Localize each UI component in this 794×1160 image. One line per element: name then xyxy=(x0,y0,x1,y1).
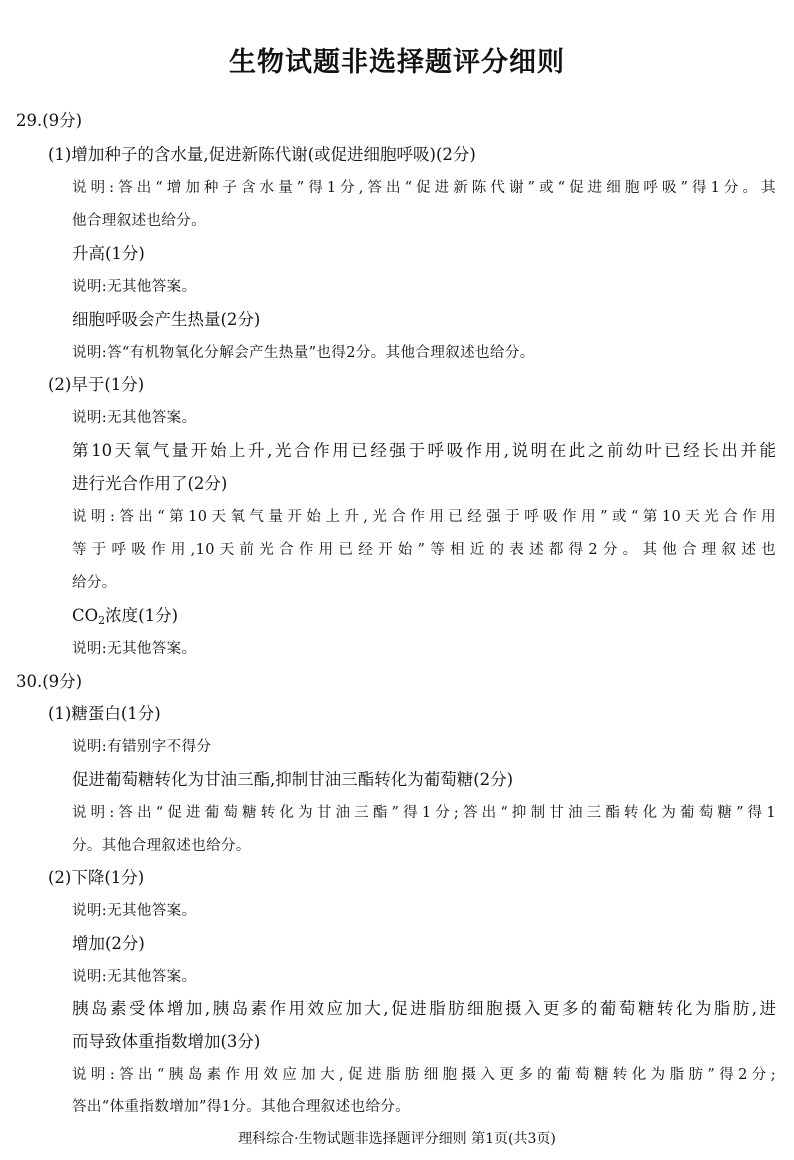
q29-part2-answer2-line2: 进行光合作用了(2分) xyxy=(72,474,228,493)
q29-part1-answer2: 升高(1分) xyxy=(72,244,145,263)
q30-part2-answer3-line2: 而导致体重指数增加(3分) xyxy=(72,1032,261,1051)
q29-part2-answer3 xyxy=(72,605,178,627)
q29-part2-note2-line1: 说明:答出“第10天氧气量开始上升,光合作用已经强于呼吸作用”或“第10天光合作用 xyxy=(72,509,776,525)
page-footer: 理科综合·生物试题非选择题评分细则 第1页(共3页) xyxy=(238,1131,556,1147)
q29-part2-note3: 说明:无其他答案。 xyxy=(72,641,197,657)
q29-part1-note2: 说明:无其他答案。 xyxy=(72,279,197,295)
q30-part2-answer2: 增加(2分) xyxy=(72,934,145,953)
q29-part2-note2-line2: 等于呼吸作用,10天前光合作用已经开始”等相近的表述都得2分。其他合理叙述也 xyxy=(72,542,776,558)
q29-part2-note: 说明:无其他答案。 xyxy=(72,410,197,426)
q30-header: 30.(9分) xyxy=(16,672,83,691)
q30-part2-note2: 说明:无其他答案。 xyxy=(72,969,197,985)
page-title: 生物试题非选择题评分细则 xyxy=(229,47,565,78)
q30-part1-note: 说明:有错别字不得分 xyxy=(72,739,212,755)
q29-part2-answer: (2)早于(1分) xyxy=(48,375,145,394)
q29-part2-note2-line3: 给分。 xyxy=(72,575,117,591)
q30-part2-answer: (2)下降(1分) xyxy=(48,868,145,887)
q29-part1-answer3: 细胞呼吸会产生热量(2分) xyxy=(72,310,261,329)
q30-part1-answer2: 促进葡萄糖转化为甘油三酯,抑制甘油三酯转化为葡萄糖(2分) xyxy=(72,770,514,789)
q29-header: 29.(9分) xyxy=(16,111,83,130)
q30-part2-answer3-line1: 胰岛素受体增加,胰岛素作用效应加大,促进脂肪细胞摄入更多的葡萄糖转化为脂肪,进 xyxy=(72,999,776,1018)
q30-part1-note2-line1: 说明:答出“促进葡萄糖转化为甘油三酯”得1分;答出“抑制甘油三酯转化为葡萄糖”得1 xyxy=(72,805,776,821)
q30-part1-answer: (1)糖蛋白(1分) xyxy=(48,704,161,723)
q30-part2-note3-line1: 说明:答出“胰岛素作用效应加大,促进脂肪细胞摄入更多的葡萄糖转化为脂肪”得2分; xyxy=(72,1067,776,1083)
q30-part1-note2-line2: 分。其他合理叙述也给分。 xyxy=(72,838,251,854)
co2-answer-text: 浓度(1分) xyxy=(105,606,179,625)
q30-part2-note3-line2: 答出“体重指数增加”得1分。其他合理叙述也给分。 xyxy=(72,1099,411,1115)
q29-part1-note-line1: 说明:答出“增加种子含水量”得1分,答出“促进新陈代谢”或“促进细胞呼吸”得1分。其 xyxy=(72,180,776,196)
q29-part1-answer: (1)增加种子的含水量,促进新陈代谢(或促进细胞呼吸)(2分) xyxy=(48,145,476,164)
q29-part2-answer2-line1: 第10天氧气量开始上升,光合作用已经强于呼吸作用,说明在此之前幼叶已经长出并能 xyxy=(72,441,776,460)
q29-part1-note-line2: 他合理叙述也给分。 xyxy=(72,213,207,229)
q30-part2-note: 说明:无其他答案。 xyxy=(72,903,197,919)
co2-subscript: 2 xyxy=(98,614,106,627)
co2-formula: CO xyxy=(72,606,99,625)
q29-part1-note3: 说明:答“有机物氧化分解会产生热量”也得2分。其他合理叙述也给分。 xyxy=(72,345,535,361)
